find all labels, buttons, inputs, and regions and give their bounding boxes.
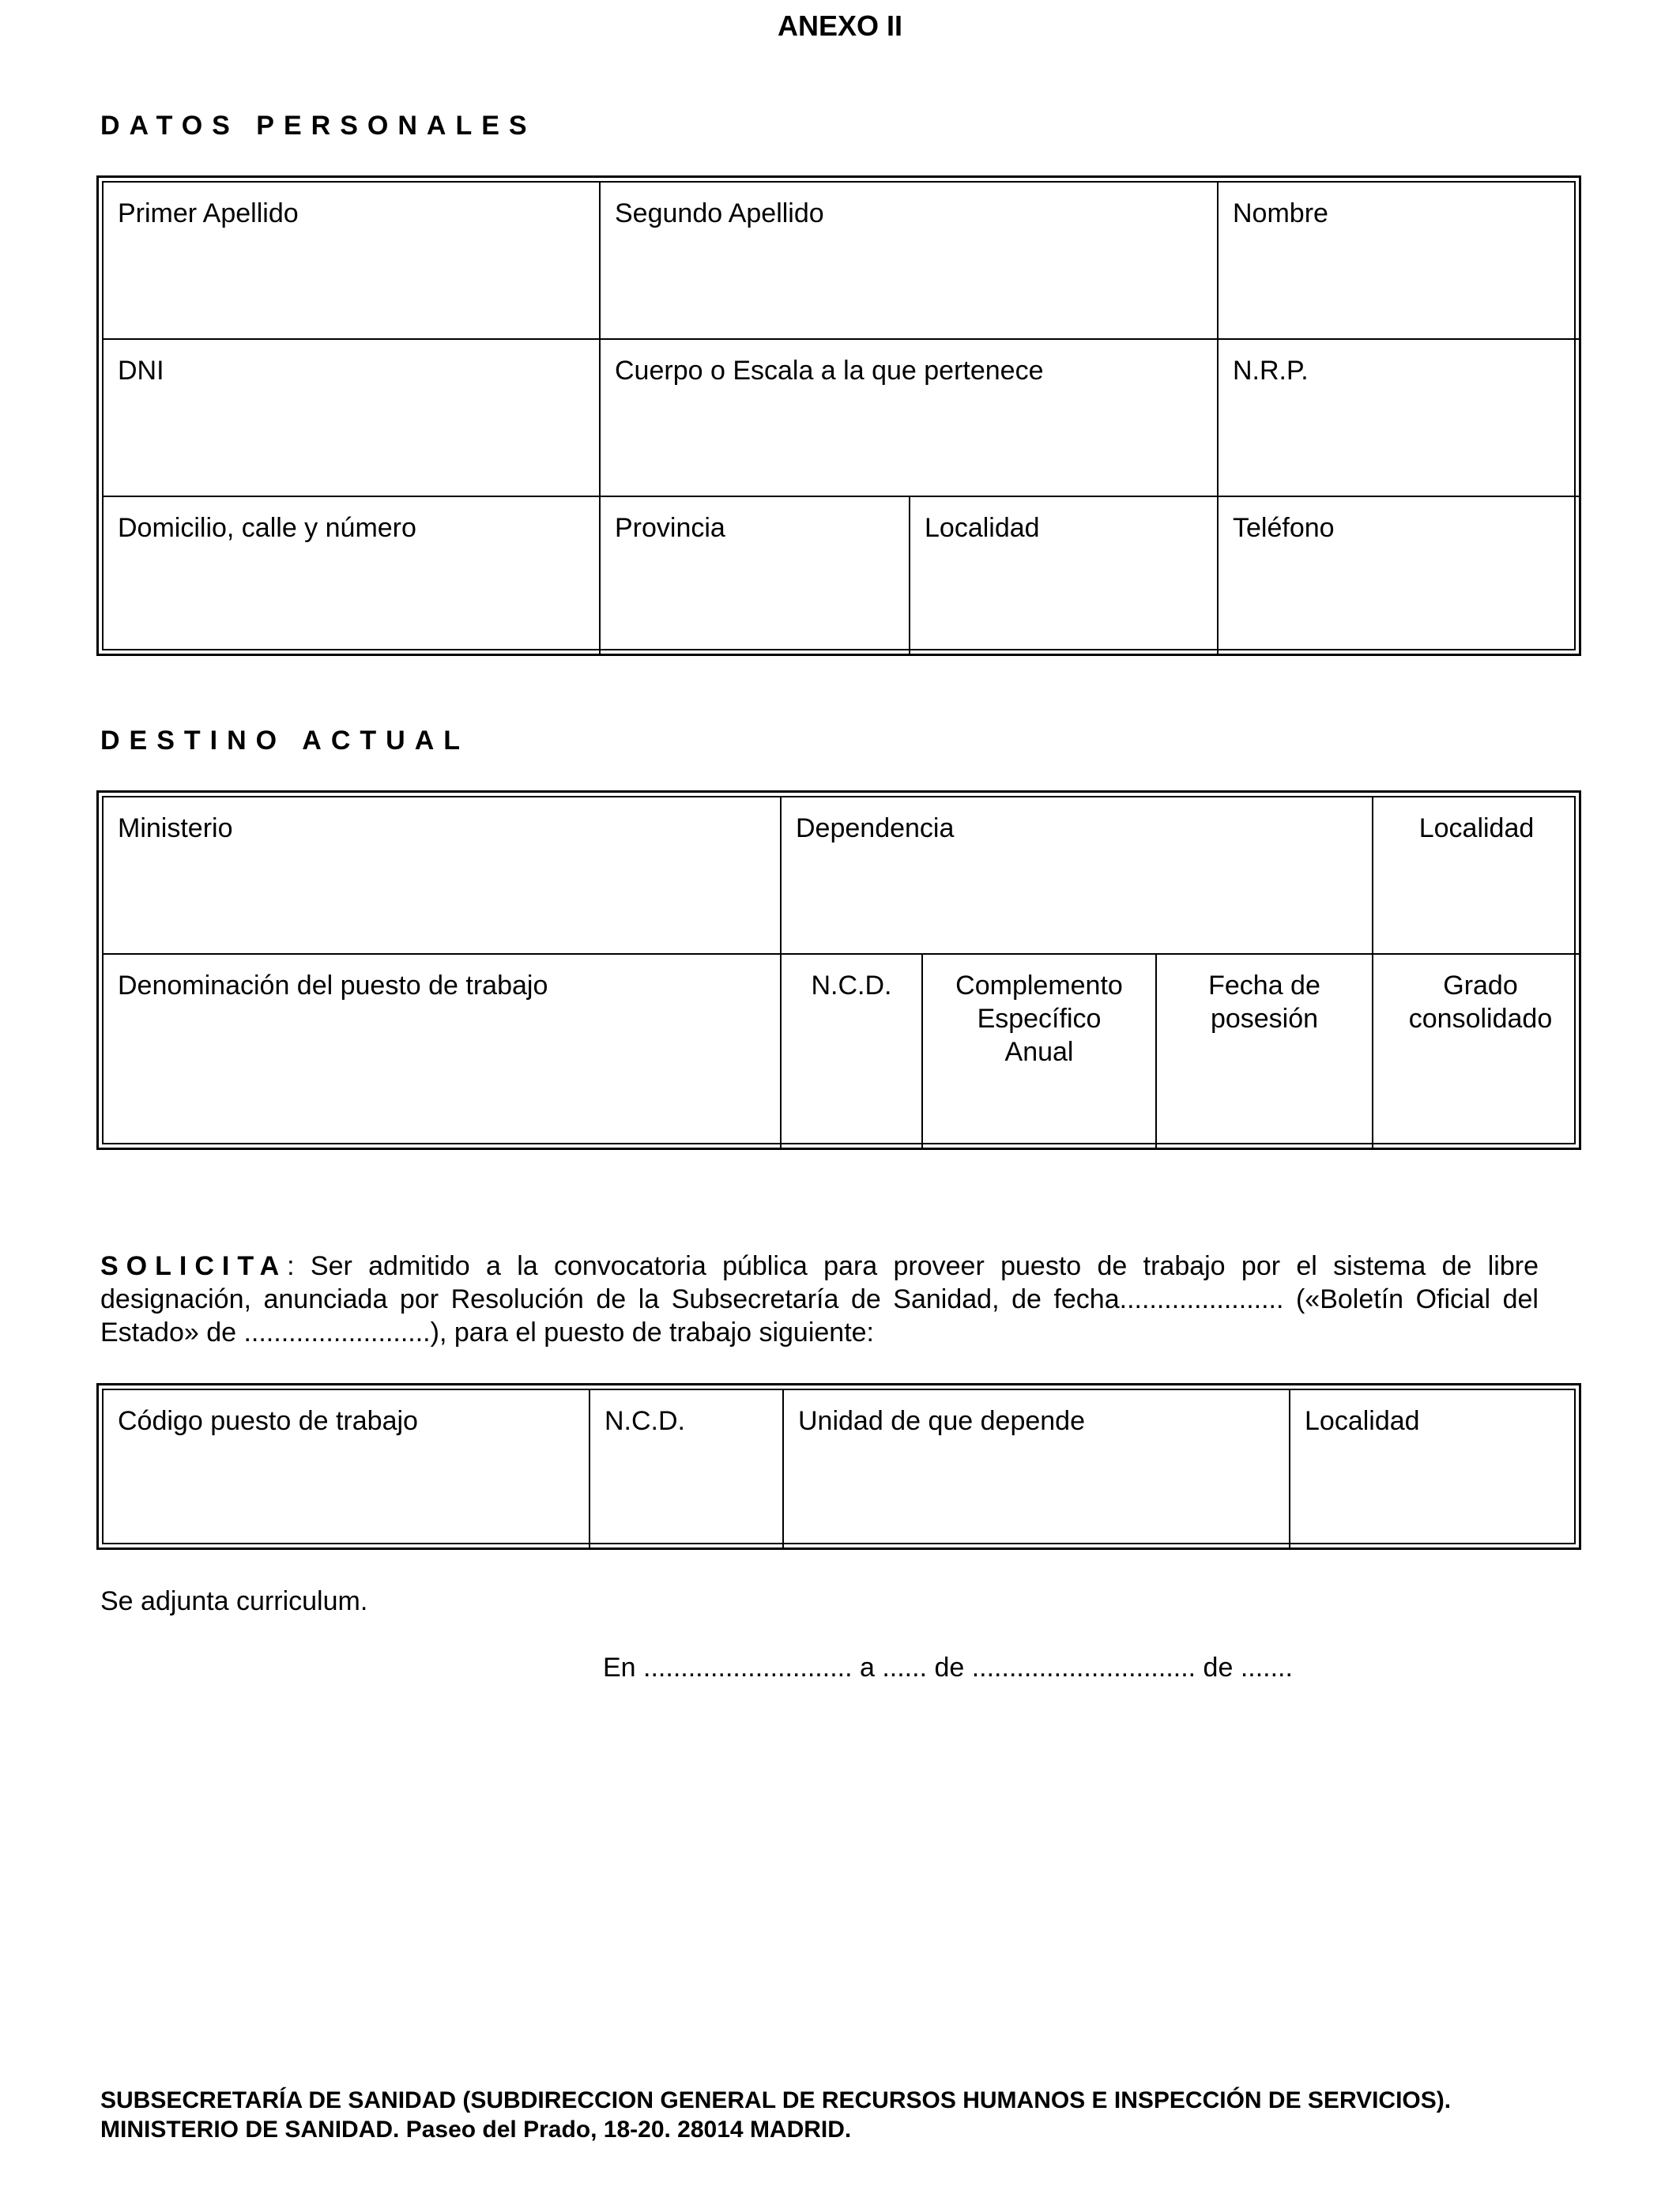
footer-line-1: SUBSECRETARÍA DE SANIDAD (SUBDIRECCION GENERAL DE RECURSOS HUMANOS E INSPECCIÓN DE SERVICIOS). [100, 2087, 1452, 2113]
field-label: Provincia [615, 513, 725, 543]
field-cuerpo-escala[interactable] [601, 340, 1219, 497]
field-label: N.C.D. [605, 1406, 685, 1436]
field-label: Ministerio [118, 813, 233, 843]
solicita-lead: SOLICITA [100, 1251, 288, 1281]
field-label: Localidad [925, 513, 1040, 543]
field-label: Localidad [1305, 1406, 1420, 1436]
field-label: Código puesto de trabajo [118, 1406, 418, 1436]
field-label: Teléfono [1233, 513, 1335, 543]
field-localidad[interactable] [910, 497, 1219, 654]
field-provincia[interactable] [601, 497, 910, 654]
field-telefono[interactable] [1219, 497, 1580, 654]
field-label: Dependencia [796, 813, 955, 843]
field-label: Complemento Específico Anual [955, 971, 1123, 1067]
field-label: Grado consolidado [1408, 971, 1553, 1034]
page-title: ANEXO II [777, 9, 903, 42]
field-label: Segundo Apellido [615, 198, 824, 228]
field-label: Domicilio, calle y número [118, 513, 416, 543]
puesto-solicitado-table [96, 1383, 1581, 1550]
field-localidad-destino[interactable] [1373, 797, 1580, 955]
field-nombre[interactable] [1219, 183, 1580, 340]
field-label: DNI [118, 356, 164, 386]
field-segundo-apellido[interactable] [601, 183, 1219, 340]
field-fecha-posesion[interactable] [1157, 955, 1373, 1148]
field-primer-apellido[interactable] [104, 183, 601, 340]
field-codigo-puesto[interactable] [104, 1390, 590, 1547]
section-heading-destino: DESTINO ACTUAL [100, 726, 470, 756]
solicita-text: : Ser admitido a la convocatoria pública para proveer puesto de trabajo por el sistema de libre designación, anunciada por Resolución de la Subsecretaría de Sanidad, de fecha...................... («Boletín Oficial del Estado» de .........................), para el puesto de trabajo siguiente: [100, 1251, 1539, 1348]
solicita-paragraph [100, 1250, 1539, 1349]
field-ncd-puesto[interactable] [590, 1390, 784, 1547]
personal-data-table [96, 175, 1581, 656]
footer-address [100, 2086, 1539, 2144]
field-unidad-depende[interactable] [784, 1390, 1290, 1547]
footer-line-2: MINISTERIO DE SANIDAD. Paseo del Prado, 18-20. 28014 MADRID. [100, 2117, 852, 2143]
field-label: Unidad de que depende [798, 1406, 1085, 1436]
field-complemento-especifico[interactable] [923, 955, 1157, 1148]
field-grado-consolidado[interactable] [1373, 955, 1580, 1148]
field-dependencia[interactable] [782, 797, 1373, 955]
field-nrp[interactable] [1219, 340, 1580, 497]
field-denominacion-puesto[interactable] [104, 955, 782, 1148]
section-heading-personal: DATOS PERSONALES [100, 111, 537, 141]
field-label: Denominación del puesto de trabajo [118, 971, 548, 1001]
field-domicilio[interactable] [104, 497, 601, 654]
field-label: Localidad [1418, 813, 1535, 843]
destino-actual-table [96, 790, 1581, 1150]
field-label: N.C.D. [811, 971, 892, 1001]
field-label: Nombre [1233, 198, 1328, 228]
field-label: Fecha de posesión [1208, 971, 1320, 1034]
field-label: N.R.P. [1233, 356, 1309, 386]
adjunta-curriculum: Se adjunta curriculum. [100, 1586, 368, 1616]
field-ministerio[interactable] [104, 797, 782, 955]
field-label: Cuerpo o Escala a la que pertenece [615, 356, 1044, 386]
lugar-fecha-linea[interactable]: En ............................ a ...... de .............................. de ....... [603, 1653, 1293, 1683]
field-localidad-puesto[interactable] [1290, 1390, 1580, 1547]
field-ncd-destino[interactable] [782, 955, 923, 1148]
field-label: Primer Apellido [118, 198, 299, 228]
field-dni[interactable] [104, 340, 601, 497]
